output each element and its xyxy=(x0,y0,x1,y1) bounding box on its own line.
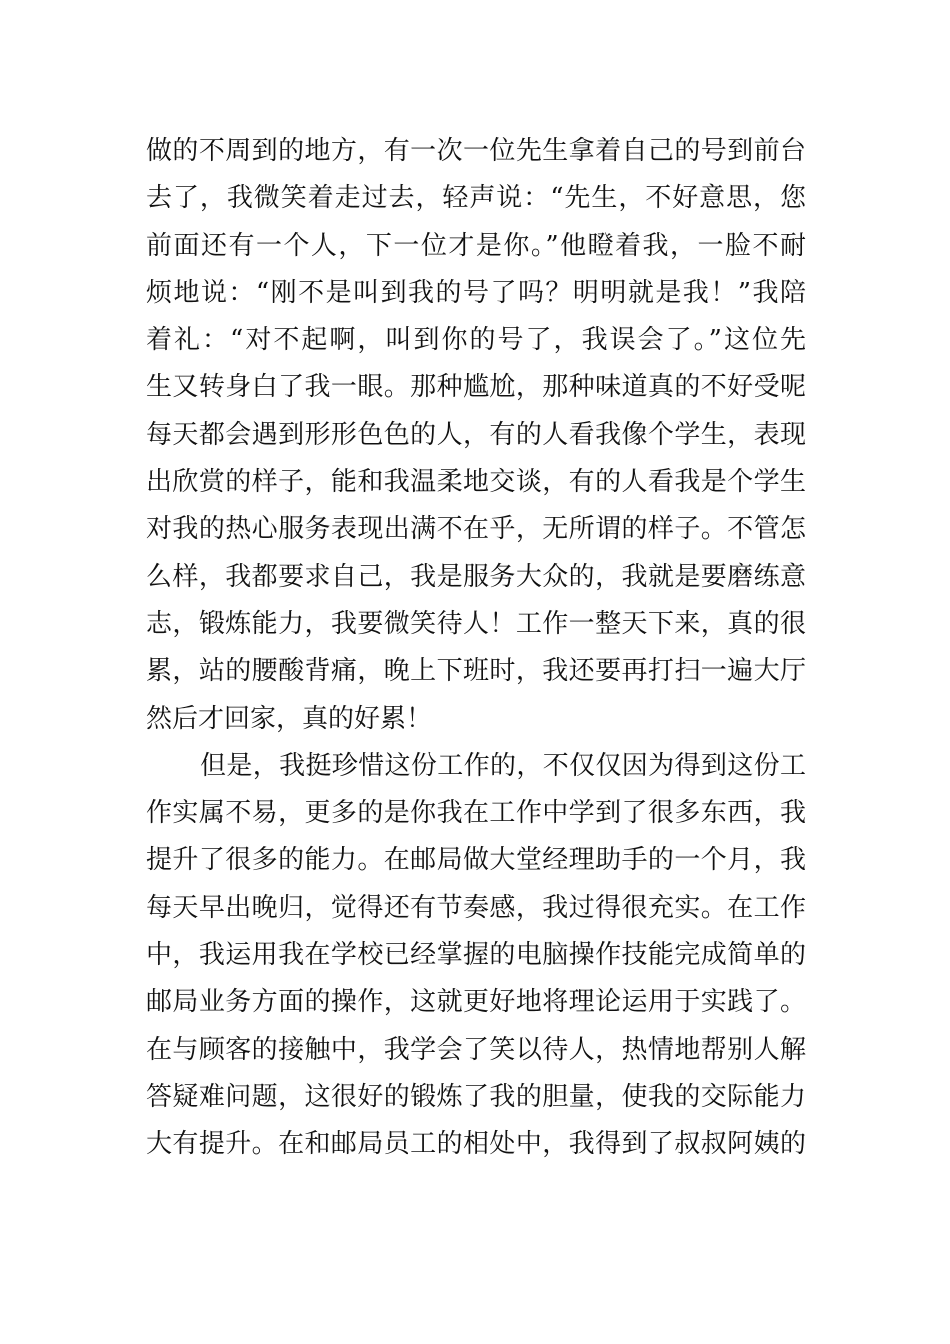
text-line: 答疑难问题，这很好的锻炼了我的胆量，使我的交际能力 xyxy=(146,1081,806,1112)
text-line: 出欣赏的样子，能和我温柔地交谈，有的人看我是个学生 xyxy=(146,467,806,498)
text-line: 对我的热心服务表现出满不在乎，无所谓的样子。不管怎 xyxy=(146,514,806,545)
text-line: 作实属不易，更多的是你我在工作中学到了很多东西，我 xyxy=(146,798,806,829)
text-line: 在与顾客的接触中，我学会了笑以待人，热情地帮别人解 xyxy=(146,1034,806,1065)
body-text xyxy=(146,128,806,1169)
text-line: 邮局业务方面的操作，这就更好地将理论运用于实践了。 xyxy=(146,987,806,1018)
text-line: 大有提升。在和邮局员工的相处中，我得到了叔叔阿姨的 xyxy=(146,1129,806,1160)
text-line: 每天早出晚归，觉得还有节奏感，我过得很充实。在工作 xyxy=(146,892,806,923)
paragraph-start-line: 但是，我挺珍惜这份工作的，不仅仅因为得到这份工 xyxy=(200,750,806,781)
text-line: 做的不周到的地方，有一次一位先生拿着自己的号到前台 xyxy=(146,136,806,166)
paragraph-end-line: 然后才回家，真的好累！ xyxy=(146,703,433,734)
text-line: 烦地说：“刚不是叫到我的号了吗？明明就是我！”我陪 xyxy=(146,277,806,308)
text-line: 么样，我都要求自己，我是服务大众的，我就是要磨练意 xyxy=(146,561,806,592)
text-line: 每天都会遇到形形色色的人，有的人看我像个学生，表现 xyxy=(146,419,806,450)
text-line: 前面还有一个人，下一位才是你。”他瞪着我，一脸不耐 xyxy=(146,230,806,261)
text-line: 中，我运用我在学校已经掌握的电脑操作技能完成简单的 xyxy=(146,940,806,971)
text-line: 提升了很多的能力。在邮局做大堂经理助手的一个月，我 xyxy=(146,845,806,876)
text-line: 志，锻炼能力，我要微笑待人！工作一整天下来，真的很 xyxy=(146,608,806,639)
text-line: 累，站的腰酸背痛，晚上下班时，我还要再打扫一遍大厅 xyxy=(146,656,806,687)
text-line: 生又转身白了我一眼。那种尴尬，那种味道真的不好受呢 xyxy=(146,372,806,403)
text-line: 着礼：“对不起啊，叫到你的号了，我误会了。”这位先 xyxy=(146,325,806,356)
text-line: 去了，我微笑着走过去，轻声说：“先生，不好意思，您 xyxy=(146,183,806,214)
